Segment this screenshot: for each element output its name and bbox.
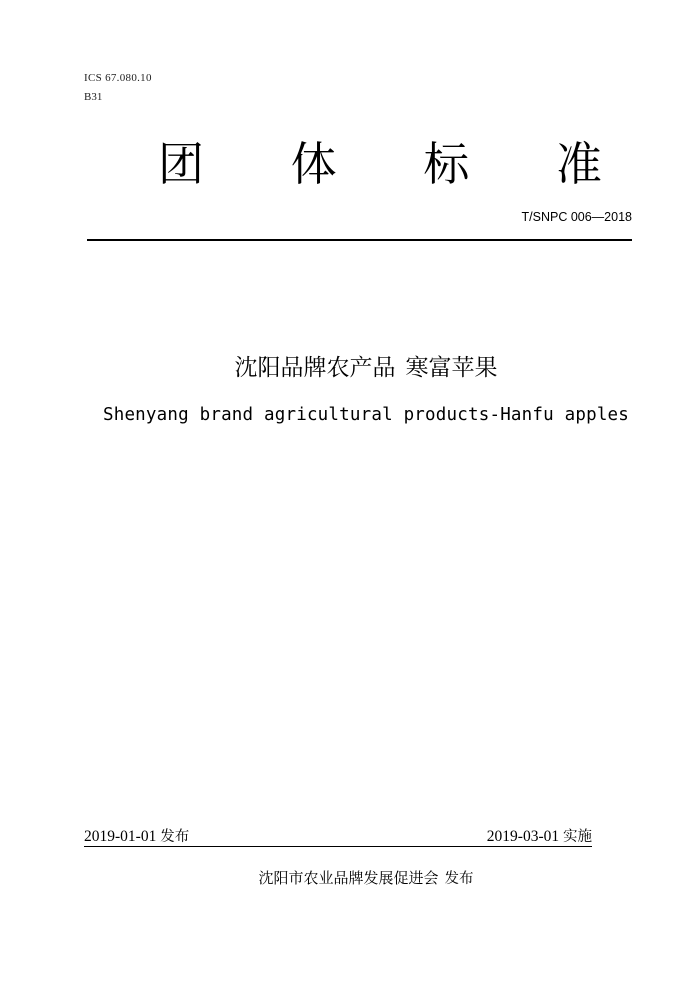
standard-type-char-3: 标 [423, 137, 470, 191]
standard-code: T/SNPC 006—2018 [521, 210, 632, 224]
implement-date-line [487, 827, 592, 847]
publish-label: 发布 [160, 829, 190, 845]
ccs-code: B31 [84, 91, 103, 103]
issuer-line [0, 868, 700, 889]
publish-date: 2019-01-01 [84, 828, 157, 845]
document-title-chinese [0, 352, 700, 384]
standard-type-char-2: 体 [290, 137, 337, 191]
header-divider [87, 239, 632, 241]
issuer-name: 沈阳市农业品牌发展促进会 [258, 869, 439, 887]
title-cn-part-1: 沈阳品牌农产品 [234, 355, 396, 381]
standard-type-char-1: 团 [158, 137, 204, 191]
issuer-action: 发布 [444, 871, 474, 887]
document-title-english: Shenyang brand agricultural products-Hanfu apples [102, 405, 630, 425]
implement-label: 实施 [563, 829, 592, 845]
standard-type-heading [120, 132, 640, 196]
standard-type-char-4: 准 [555, 137, 602, 191]
implement-date: 2019-03-01 [486, 828, 560, 845]
publish-date-line [84, 827, 189, 847]
title-cn-part-2: 寒富苹果 [405, 355, 498, 381]
ics-code: ICS 67.080.10 [84, 72, 152, 84]
footer-divider [84, 846, 592, 847]
